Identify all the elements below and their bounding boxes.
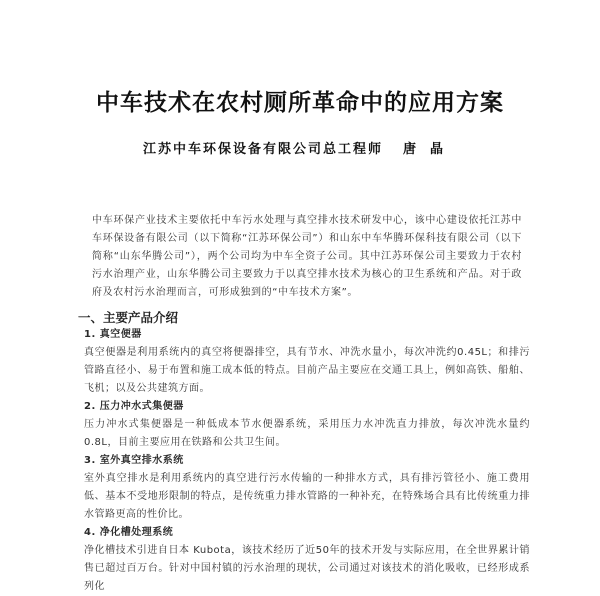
section-content bbox=[78, 326, 530, 596]
subsection-body: 室外真空排水是利用系统内的真空进行污水传输的一种排水方式，具有排污管径小、施工费用低、基本不受地形限制的特点，是传统重力排水管路的一种补充，在特殊场合具有比传统重力排水管路更高的性价比。 bbox=[84, 473, 530, 520]
author-name: 唐晶 bbox=[403, 142, 458, 157]
subsection-body: 净化槽技术引进自日本 Kubota，该技术经历了近50年的技术开发与实际应用，在全世界累计销售已超过百万台。针对中国村镇的污水治理的现状，公司通过对该技术的消化吸收，已经形成系列化 bbox=[84, 545, 530, 592]
subsection-heading: 2. 压力冲水式集便器 bbox=[84, 401, 184, 412]
author-line bbox=[0, 138, 600, 157]
subsection-heading: 3. 室外真空排水系统 bbox=[84, 455, 184, 466]
intro-paragraph bbox=[92, 212, 522, 302]
section-heading: 一、主要产品介绍 bbox=[78, 310, 179, 325]
subsection-body: 压力冲水式集便器是一种低成本节水便器系统，采用压力水冲洗直力排放，每次冲洗水量约0.8L，目前主要应用在铁路和公共卫生间。 bbox=[84, 419, 530, 448]
subsection-heading: 1. 真空便器 bbox=[84, 329, 142, 340]
article-title: 中车技术在农村厕所革命中的应用方案 bbox=[96, 89, 504, 116]
subsection-heading: 4. 净化槽处理系统 bbox=[84, 527, 174, 538]
author-affiliation: 江苏中车环保设备有限公司总工程师 bbox=[142, 142, 383, 157]
subsection-body: 真空便器是利用系统内的真空将便器排空，具有节水、冲洗水量小，每次冲洗约0.45L；和排污管路直径小、易于布置和施工成本低的特点。目前产品主要应在交通工具上，例如高铁、船舶、飞机；以及公共建筑方面。 bbox=[84, 347, 530, 394]
intro-text: 中车环保产业技术主要依托中车污水处理与真空排水技术研发中心，该中心建设依托江苏中车环保设备有限公司（以下简称“江苏环保公司”）和山东中车华腾环保科技有限公司（以下简称“山东华腾公司”），两个公司均为中车全资子公司。其中江苏环保公司主要致力于农村污水治理产业，山东华腾公司主要致力于以真空排水技术为核心的卫生系统和产品。对于政府及农村污水治理而言，可形成独到的“中车技术方案”。 bbox=[92, 215, 522, 298]
